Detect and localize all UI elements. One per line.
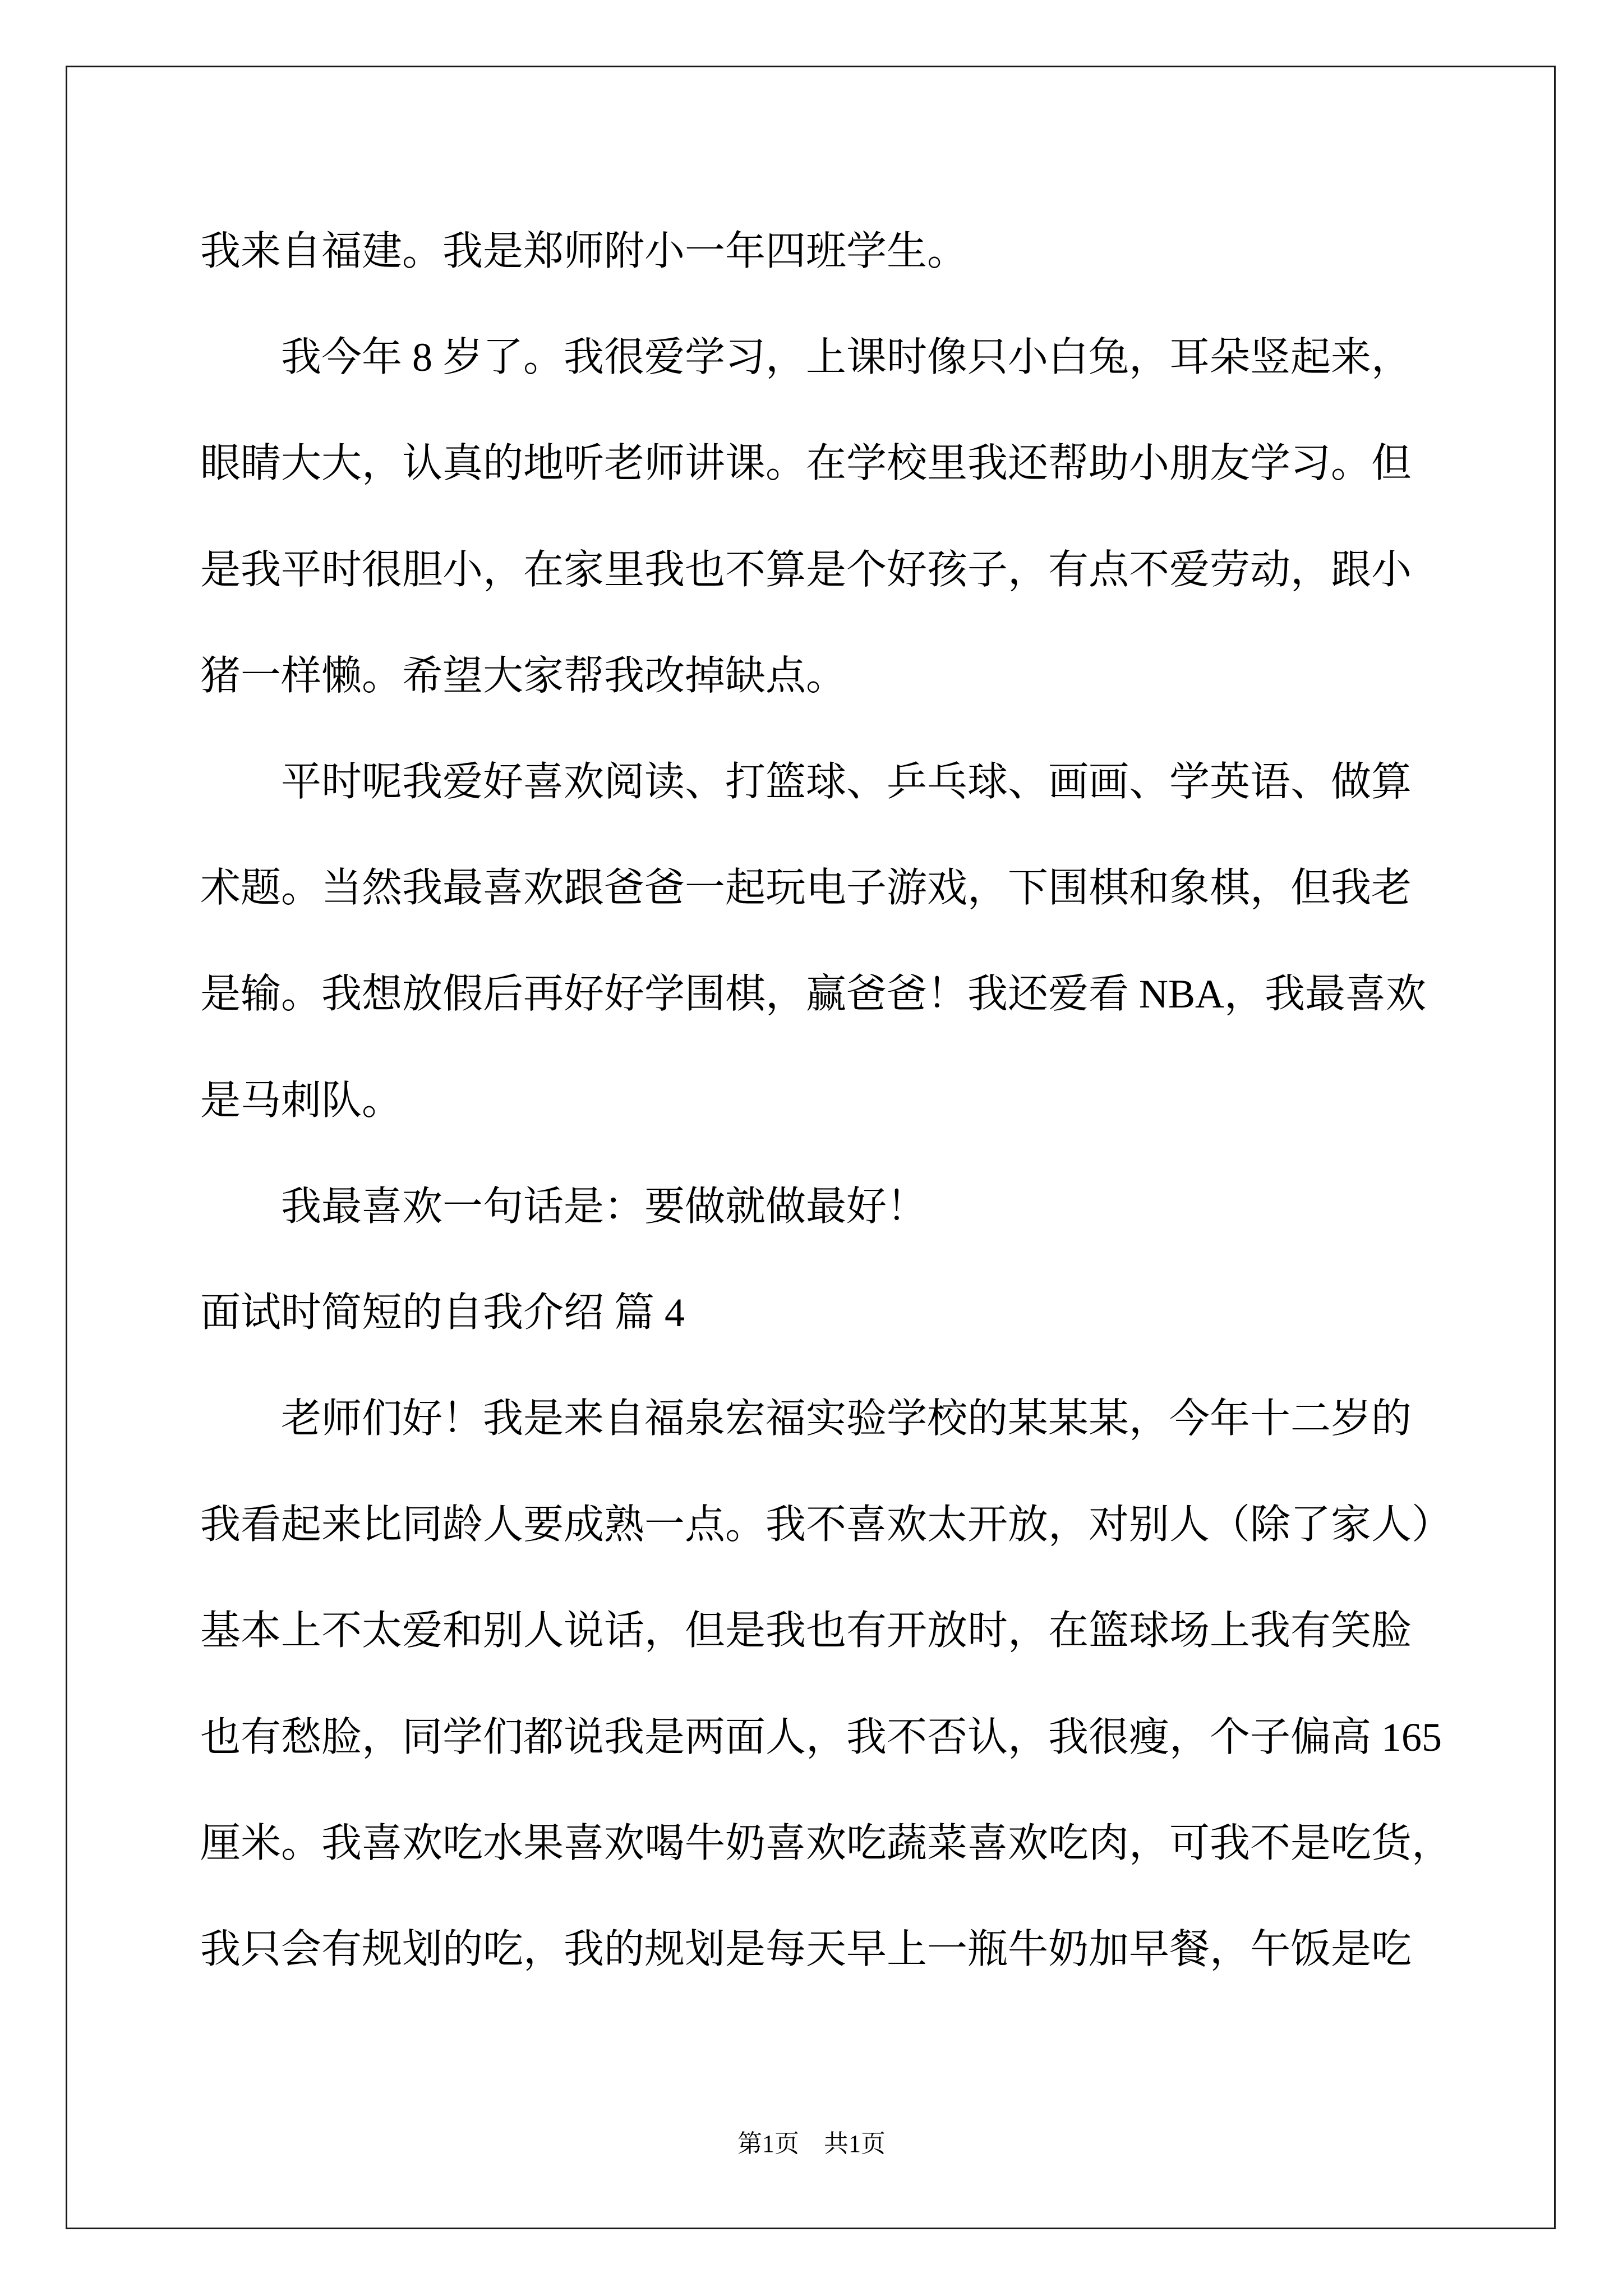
- paragraph: [200, 199, 1535, 305]
- paragraph-line: 也有愁脸，同学们都说我是两面人，我不否认，我很瘦，个子偏高 165: [200, 1714, 1442, 1760]
- paragraph-line: 我来自福建。我是郑师附小一年四班学生。: [200, 229, 968, 274]
- paragraph-line: 眼睛大大，认真的地听老师讲课。在学校里我还帮助小朋友学习。但: [200, 441, 1412, 486]
- paragraph-line: 基本上不太爱和别人说话，但是我也有开放时，在篮球场上我有笑脸: [200, 1608, 1412, 1654]
- paragraph: [200, 1154, 1535, 1260]
- paragraph-line: 是我平时很胆小，在家里我也不算是个好孩子，有点不爱劳动，跟小: [200, 547, 1412, 592]
- paragraph-line: 是马刺队。: [200, 1078, 403, 1123]
- paragraph-line: 猪一样懒。希望大家帮我改掉缺点。: [200, 653, 847, 698]
- page-footer: 第1页 共1页: [737, 2130, 886, 2157]
- paragraph-line: 厘米。我喜欢吃水果喜欢喝牛奶喜欢吃蔬菜喜欢吃肉，可我不是吃货，: [200, 1820, 1453, 1866]
- paragraph-line: 老师们好！我是来自福泉宏福实验学校的某某某，今年十二岁的: [281, 1396, 1412, 1442]
- paragraph-line: 我只会有规划的吃，我的规划是每天早上一瓶牛奶加早餐，午饭是吃: [200, 1927, 1412, 1972]
- paragraph-line: 术题。当然我最喜欢跟爸爸一起玩电子游戏，下围棋和象棋，但我老: [200, 866, 1412, 911]
- document-section: [200, 199, 1535, 1260]
- document-body: [200, 199, 1535, 2003]
- paragraph-line: 平时呢我爱好喜欢阅读、打篮球、乒乓球、画画、学英语、做算: [281, 759, 1412, 804]
- paragraph-line: 我最喜欢一句话是：要做就做最好！: [281, 1184, 928, 1229]
- paragraph-line: 我看起来比同龄人要成熟一点。我不喜欢太开放，对别人（除了家人）: [200, 1502, 1453, 1548]
- paragraph: [200, 729, 1535, 1154]
- paragraph-line: 是输。我想放假后再好好学围棋，赢爸爸！我还爱看 NBA，我最喜欢: [200, 972, 1427, 1017]
- paragraph-line: 我今年 8 岁了。我很爱学习，上课时像只小白兔，耳朵竖起来，: [281, 335, 1412, 380]
- paragraph: [200, 305, 1535, 729]
- section-heading: 面试时简短的自我介绍 篇 4: [200, 1290, 685, 1335]
- document-section: [200, 1260, 1535, 2003]
- paragraph: [200, 1366, 1535, 2003]
